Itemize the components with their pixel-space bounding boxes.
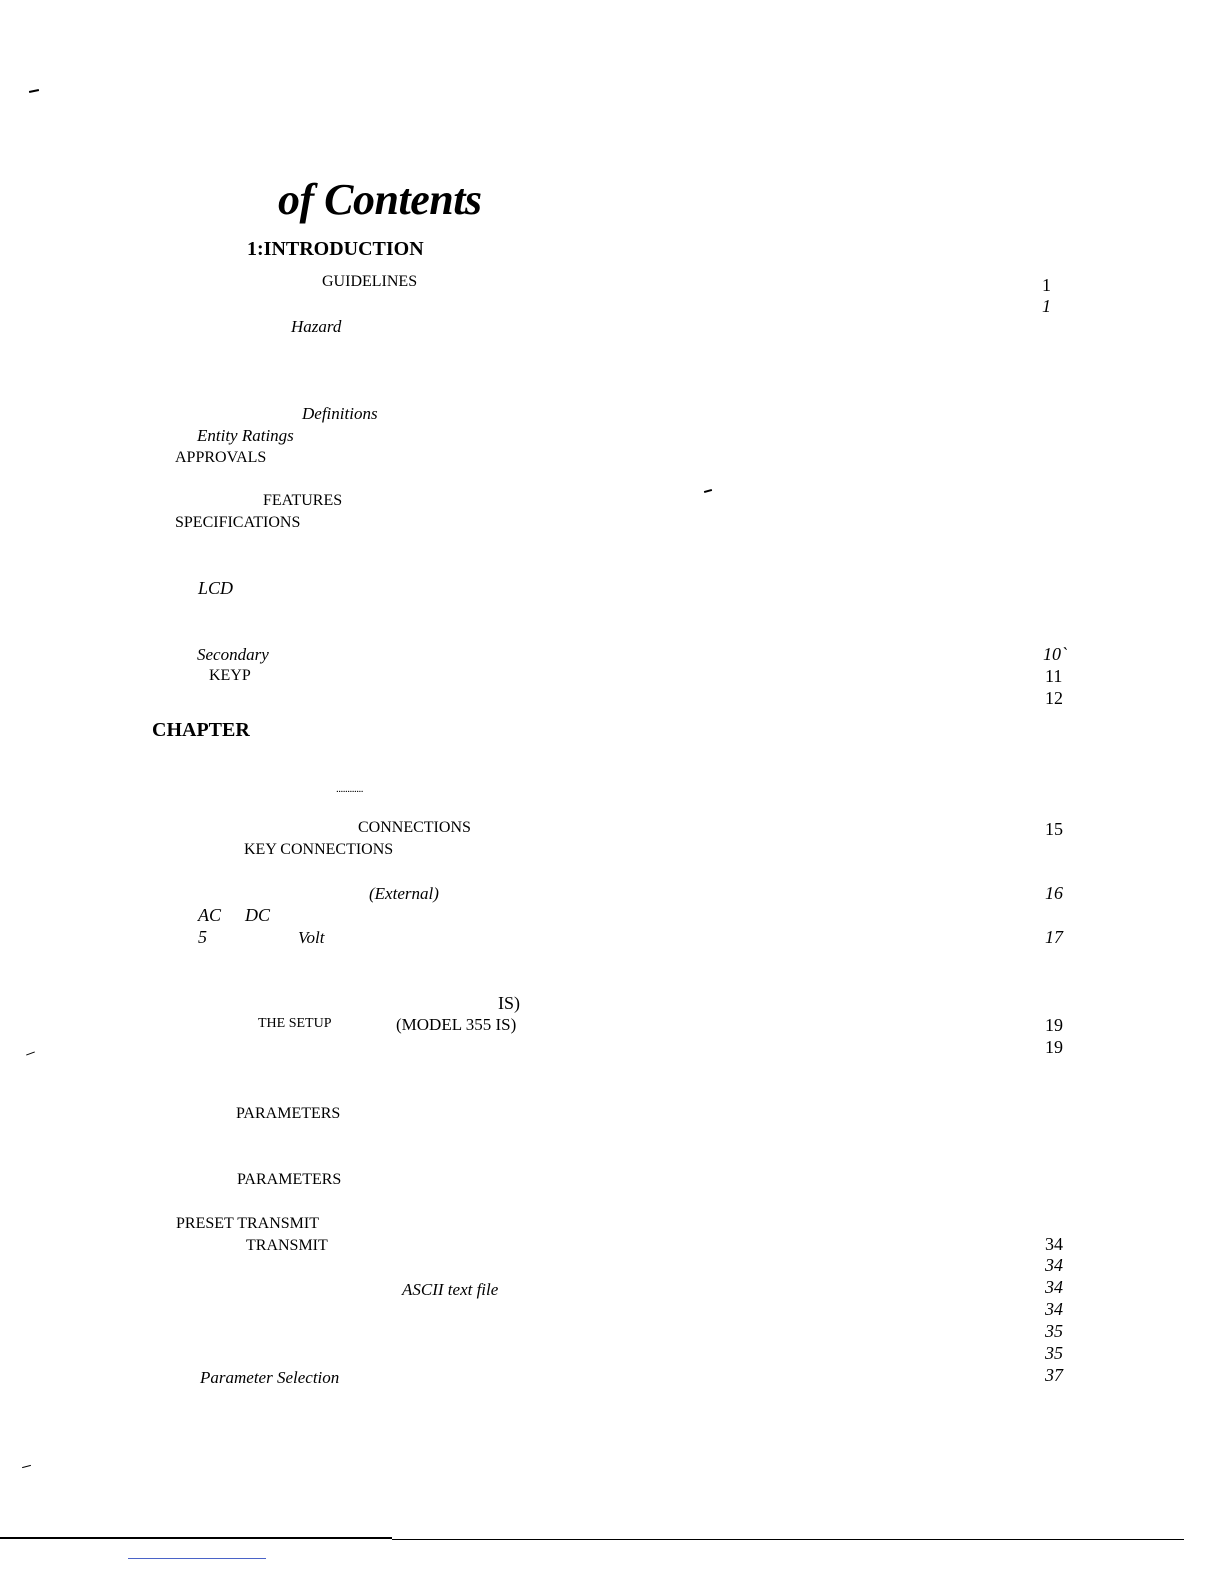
toc-entry-guidelines: GUIDELINES — [322, 273, 418, 290]
toc-entry-the-setup: THE SETUP — [258, 1016, 332, 1031]
toc-entry-five: 5 — [198, 927, 207, 947]
footer-rule-left — [0, 1537, 392, 1539]
toc-entry-definitions: Definitions — [302, 404, 378, 423]
toc-entry-features: FEATURES — [263, 492, 343, 509]
toc-entry-entity-ratings: Entity Ratings — [197, 426, 294, 445]
toc-entry-is: IS) — [498, 993, 520, 1013]
page-number: 35 — [1045, 1321, 1063, 1341]
page-number: 15 — [1045, 819, 1063, 839]
page-number: 34 — [1045, 1255, 1063, 1275]
chapter-1-heading: 1:INTRODUCTION — [247, 238, 424, 260]
toc-entry-transmit: TRANSMIT — [246, 1237, 328, 1254]
toc-entry-connections: CONNECTIONS — [358, 819, 471, 836]
footer-rule-right — [392, 1539, 1184, 1540]
page-number: 12 — [1045, 688, 1063, 708]
page-number: 17 — [1045, 927, 1063, 947]
toc-entry-secondary: Secondary — [197, 645, 269, 664]
page-number: 19 — [1045, 1037, 1063, 1057]
page-number: 34 — [1045, 1234, 1063, 1254]
toc-leader-dots: ............ — [336, 783, 363, 795]
page-number: 34 — [1045, 1277, 1063, 1297]
toc-entry-external: (External) — [369, 884, 439, 903]
page-number: 11 — [1045, 666, 1063, 686]
toc-entry-keyp: KEYP — [209, 667, 251, 684]
toc-entry-hazard: Hazard — [291, 317, 342, 336]
page-title: of Contents — [278, 175, 482, 224]
page-number: 37 — [1045, 1365, 1063, 1385]
scan-mark — [29, 89, 39, 93]
toc-entry-parameter-selection: Parameter Selection — [200, 1368, 340, 1387]
toc-entry-preset-transmit: PRESET TRANSMIT — [176, 1215, 319, 1232]
page-number: 19 — [1045, 1015, 1063, 1035]
page-number: 10` — [1043, 644, 1067, 664]
toc-entry-specifications: SPECIFICATIONS — [175, 514, 301, 531]
toc-entry-ac: AC — [198, 905, 222, 925]
scan-mark — [22, 1465, 31, 1468]
toc-entry-parameters-1: PARAMETERS — [236, 1105, 341, 1122]
page-number: 16 — [1045, 883, 1063, 903]
page-number: 1 — [1042, 275, 1051, 295]
footer-blue-line — [128, 1558, 266, 1559]
toc-entry-approvals: APPROVALS — [175, 449, 267, 466]
scan-mark — [26, 1051, 35, 1055]
page-number: 35 — [1045, 1343, 1063, 1363]
chapter-2-heading: CHAPTER — [152, 719, 250, 741]
toc-entry-dc: DC — [245, 905, 271, 925]
toc-entry-parameters-2: PARAMETERS — [237, 1171, 342, 1188]
toc-entry-lcd: LCD — [198, 578, 234, 598]
toc-entry-key-connections: KEY CONNECTIONS — [244, 841, 394, 858]
scan-mark — [704, 489, 712, 493]
toc-entry-ascii-text-file: ASCII text file — [402, 1280, 499, 1299]
toc-entry-volt: Volt — [298, 928, 325, 947]
page-number: 34 — [1045, 1299, 1063, 1319]
toc-entry-model-355-is: (MODEL 355 IS) — [396, 1015, 517, 1034]
page-number: 1 — [1042, 296, 1051, 316]
